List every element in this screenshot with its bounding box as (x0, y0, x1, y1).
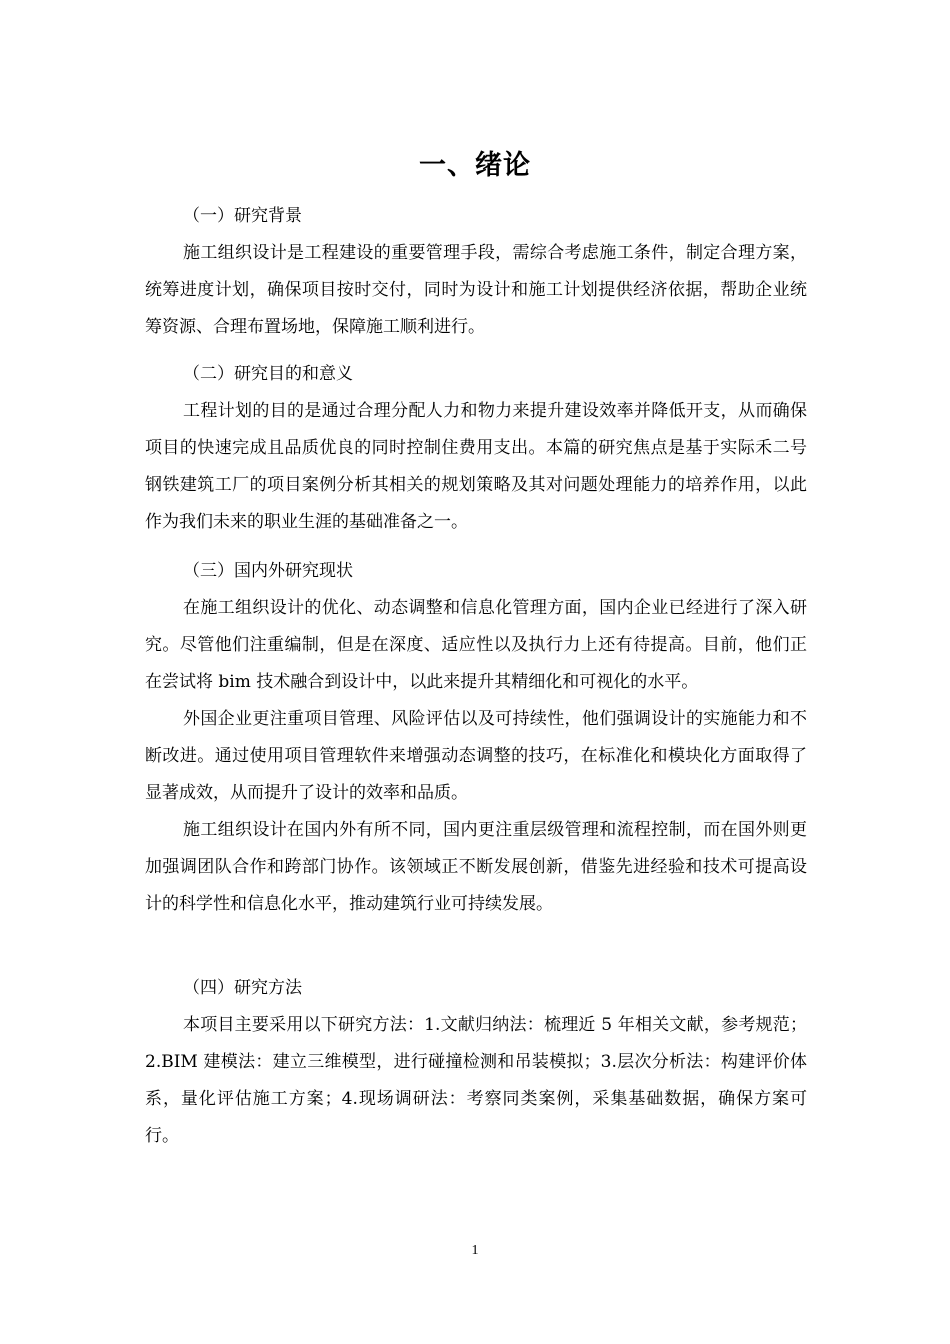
section-research-status (145, 556, 807, 923)
section-heading: （四）研究方法 (183, 978, 302, 998)
paragraph: 在施工组织设计的优化、动态调整和信息化管理方面，国内企业已经进行了深入研究。尽管他们注重编制，但是在深度、适应性以及执行力上还有待提高。目前，他们正在尝试将 bim 技术融合到设计中，以此来提升其精细化和可视化的水平。 (145, 598, 807, 692)
paragraph: 外国企业更注重项目管理、风险评估以及可持续性，他们强调设计的实施能力和不断改进。通过使用项目管理软件来增强动态调整的技巧，在标准化和模块化方面取得了显著成效，从而提升了设计的效率和品质。 (145, 709, 807, 803)
section-heading: （一）研究背景 (183, 206, 302, 226)
section-research-methods (145, 973, 807, 1155)
paragraph: 工程计划的目的是通过合理分配人力和物力来提升建设效率并降低开支，从而确保项目的快速完成且品质优良的同时控制住费用支出。本篇的研究焦点是基于实际禾二号钢铁建筑工厂的项目案例分析其相关的规划策略及其对问题处理能力的培养作用，以此作为我们未来的职业生涯的基础准备之一。 (145, 401, 807, 532)
section-heading: （三）国内外研究现状 (183, 561, 353, 581)
paragraph: 施工组织设计是工程建设的重要管理手段，需综合考虑施工条件，制定合理方案，统筹进度计划，确保项目按时交付，同时为设计和施工计划提供经济依据，帮助企业统筹资源、合理布置场地，保障施工顺利进行。 (145, 243, 807, 337)
page-number: 1 (471, 1243, 479, 1258)
section-research-background (145, 201, 807, 346)
section-heading: （二）研究目的和意义 (183, 364, 353, 384)
paragraph: 施工组织设计在国内外有所不同，国内更注重层级管理和流程控制，而在国外则更加强调团队合作和跨部门协作。该领域正不断发展创新，借鉴先进经验和技术可提高设计的科学性和信息化水平，推动建筑行业可持续发展。 (145, 820, 807, 914)
chapter-title: 一、绪论 (419, 150, 531, 181)
section-research-purpose (145, 359, 807, 541)
paragraph: 本项目主要采用以下研究方法：1.文献归纳法：梳理近 5 年相关文献，参考规范；2.BIM 建模法：建立三维模型，进行碰撞检测和吊装模拟；3.层次分析法：构建评价体系，量化评估施工方案；4.现场调研法：考察同类案例，采集基础数据，确保方案可行。 (145, 1015, 807, 1146)
